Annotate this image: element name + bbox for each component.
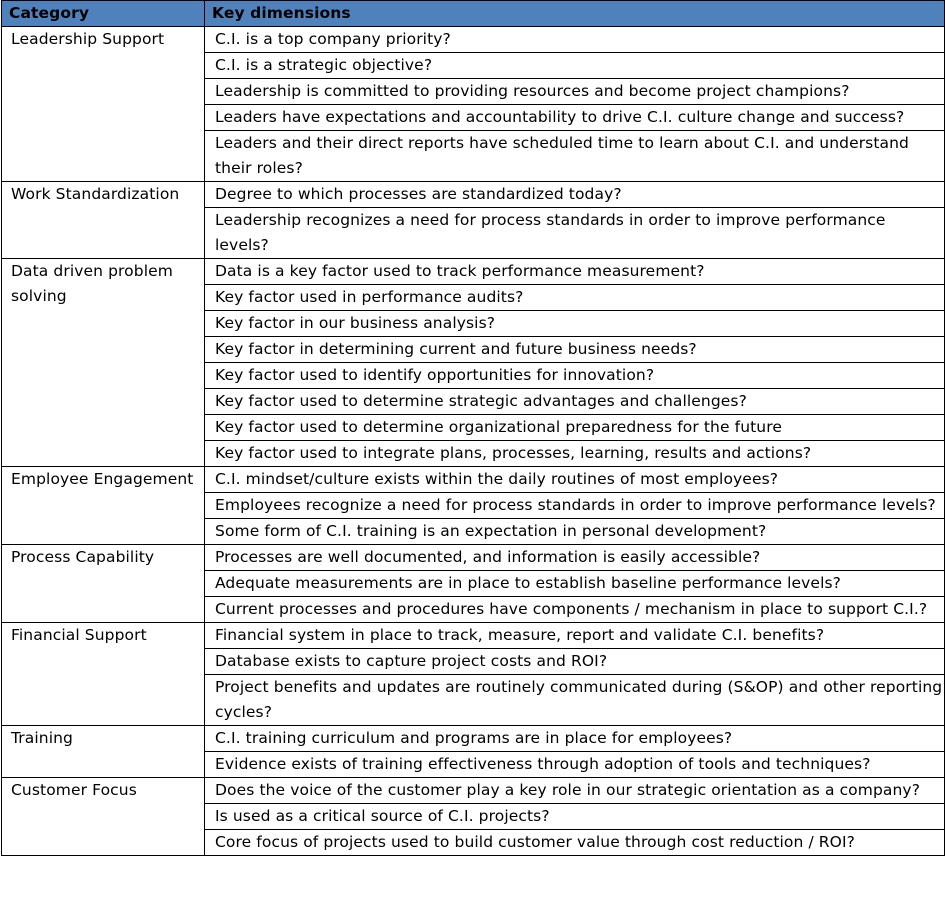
dimension-cell: Core focus of projects used to build customer value through cost reduction / ROI? (205, 830, 945, 856)
table-row (2, 467, 945, 493)
category-cell: Leadership Support (2, 27, 205, 182)
dimension-cell: C.I. is a top company priority? (205, 27, 945, 53)
dimension-cell: Does the voice of the customer play a key role in our strategic orientation as a company? (205, 778, 945, 804)
category-cell: Work Standardization (2, 182, 205, 259)
dimension-cell: Current processes and procedures have components / mechanism in place to support C.I.? (205, 597, 945, 623)
table-row (2, 259, 945, 285)
dimension-cell: Database exists to capture project costs and ROI? (205, 649, 945, 675)
dimension-cell: C.I. training curriculum and programs are in place for employees? (205, 726, 945, 752)
dimension-cell: Key factor used to integrate plans, processes, learning, results and actions? (205, 441, 945, 467)
table-row (2, 778, 945, 804)
dimension-cell: Key factor used to identify opportunities for innovation? (205, 363, 945, 389)
table-row (2, 545, 945, 571)
dimension-cell: Key factor in our business analysis? (205, 311, 945, 337)
table-row (2, 182, 945, 208)
table-body (2, 27, 945, 856)
dimension-cell: Processes are well documented, and information is easily accessible? (205, 545, 945, 571)
category-cell: Process Capability (2, 545, 205, 623)
dimension-cell: Financial system in place to track, measure, report and validate C.I. benefits? (205, 623, 945, 649)
dimension-cell: Key factor used to determine organizational preparedness for the future (205, 415, 945, 441)
dimension-cell: Some form of C.I. training is an expectation in personal development? (205, 519, 945, 545)
category-cell: Data driven problem solving (2, 259, 205, 467)
category-cell: Customer Focus (2, 778, 205, 856)
dimension-cell: Is used as a critical source of C.I. projects? (205, 804, 945, 830)
dimensions-column-header: Key dimensions (205, 1, 945, 27)
dimension-cell: Leadership is committed to providing resources and become project champions? (205, 79, 945, 105)
dimension-cell: Leaders and their direct reports have scheduled time to learn about C.I. and understand their roles? (205, 131, 945, 182)
table-row (2, 27, 945, 53)
dimension-cell: Employees recognize a need for process standards in order to improve performance levels? (205, 493, 945, 519)
dimension-cell: Leaders have expectations and accountability to drive C.I. culture change and success? (205, 105, 945, 131)
dimension-cell: Data is a key factor used to track performance measurement? (205, 259, 945, 285)
dimension-cell: Key factor used to determine strategic advantages and challenges? (205, 389, 945, 415)
category-column-header: Category (2, 1, 205, 27)
table-row (2, 623, 945, 649)
dimension-cell: Project benefits and updates are routinely communicated during (S&OP) and other reporting cycles? (205, 675, 945, 726)
dimension-cell: Evidence exists of training effectiveness through adoption of tools and techniques? (205, 752, 945, 778)
table-header-row (2, 1, 945, 27)
dimension-cell: Degree to which processes are standardized today? (205, 182, 945, 208)
category-cell: Employee Engagement (2, 467, 205, 545)
dimension-cell: Leadership recognizes a need for process standards in order to improve performance levels? (205, 208, 945, 259)
key-dimensions-table (1, 0, 945, 856)
dimension-cell: Key factor used in performance audits? (205, 285, 945, 311)
category-cell: Financial Support (2, 623, 205, 726)
dimension-cell: Key factor in determining current and future business needs? (205, 337, 945, 363)
category-cell: Training (2, 726, 205, 778)
dimension-cell: C.I. mindset/culture exists within the daily routines of most employees? (205, 467, 945, 493)
dimension-cell: Adequate measurements are in place to establish baseline performance levels? (205, 571, 945, 597)
dimension-cell: C.I. is a strategic objective? (205, 53, 945, 79)
table-row (2, 726, 945, 752)
